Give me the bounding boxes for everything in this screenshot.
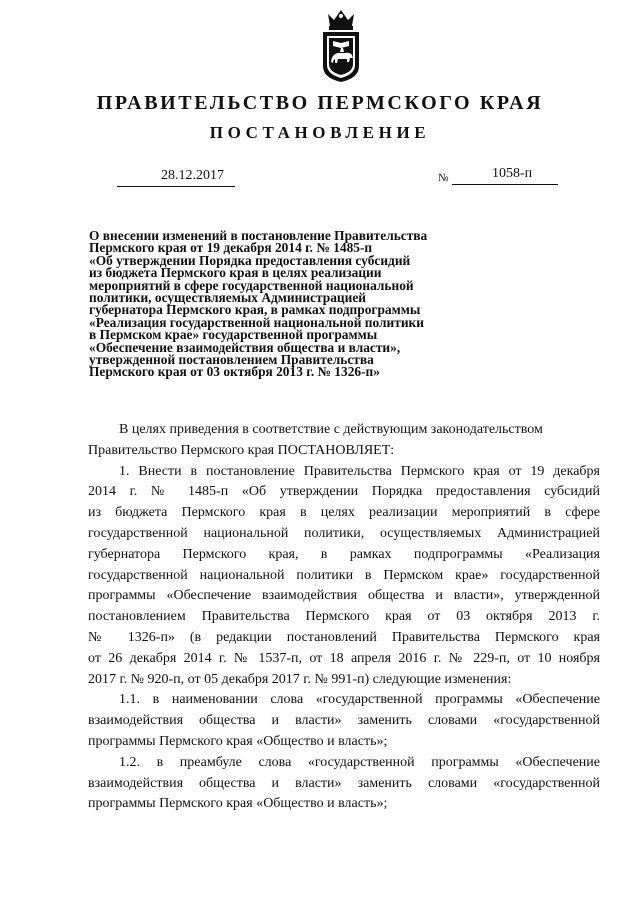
subject-line: политики, осуществляемых Администрацией [89,290,366,306]
body-line: программы Пермского края «Общество и власть»; [88,733,388,749]
body-line: постановлением Правительства Пермского края от 03 октября 2013 г. [88,609,600,625]
body-line: программы Пермского края «Общество и власть»; [88,796,388,812]
coat-of-arms-icon [318,8,364,84]
body-line: программы «Обеспечение взаимодействия общества и власти», утвержденной [88,588,600,604]
subject-line: Пермского края от 03 октября 2013 г. № 1326-п» [89,364,380,380]
body-line: 1. Внести в постановление Правительства Пермского края от 19 декабря [119,463,600,479]
document-number: 1058-п [492,166,533,181]
body-line: государственной национальной политики, осуществляемых Администрацией [88,525,600,541]
body-line: В целях приведения в соответствие с действующим законодательством [119,422,543,437]
subject-line: утвержденной постановлением Правительства [89,352,374,368]
subject-line: «Об утверждении Порядка предоставления субсидий [89,252,411,268]
subject-line: «Обеспечение взаимодействия общества и власти», [89,339,401,355]
body-line: 2017 г. № 920-п, от 05 декабря 2017 г. № 991-п) следующие изменения: [88,671,512,687]
number-label: № [438,172,449,184]
body-line: государственной национальной политики в Пермском крае» государственной [88,567,600,583]
subject-line: О внесении изменений в постановление Правительства [89,228,428,243]
organization-title: ПРАВИТЕЛЬСТВО ПЕРМСКОГО КРАЯ [96,92,544,114]
number-field [452,168,558,185]
subject-line: Пермского края от 19 декабря 2014 г. № 1485-п [89,240,373,256]
body-line: 2014 г. № 1485-п «Об утверждении Порядка предоставления субсидий [88,484,600,500]
body-line: из бюджета Пермского края в целях реализации мероприятий в сфере [88,505,600,521]
body-line: взаимодействия общества и власти» заменить словами «государственной [88,775,600,791]
body-line: 1.2. в преамбуле слова «государственной программы «Обеспечение [119,754,600,770]
document-date: 28.12.2017 [161,168,224,183]
subject-line: мероприятий в сфере государственной национальной [89,277,414,293]
body-line: 1.1. в наименовании слова «государственной программы «Обеспечение [119,692,600,708]
document-body [88,420,600,815]
subject-line: в Пермском крае» государственной программы [89,327,378,343]
body-line: № 1326-п» (в редакции постановлений Правительства Пермского края [88,629,600,645]
body-line: губернатора Пермского края, в рамках подпрограммы «Реализация [88,546,600,562]
subject-line: губернатора Пермского края, в рамках подпрограммы [89,302,421,318]
body-line: взаимодействия общества и власти» заменить словами «государственной [88,713,600,729]
body-line: Правительство Пермского края ПОСТАНОВЛЯЕТ: [88,442,395,458]
body-line: от 26 декабря 2014 г. № 1537-п, от 18 апреля 2016 г. № 229-п, от 10 ноября [88,650,600,666]
document-type: ПОСТАНОВЛЕНИЕ [209,123,431,142]
subject-line: «Реализация государственной национальной политики [89,314,424,330]
date-field [117,168,235,187]
subject-line: из бюджета Пермского края в целях реализации [89,265,382,281]
document-subject [89,230,509,379]
